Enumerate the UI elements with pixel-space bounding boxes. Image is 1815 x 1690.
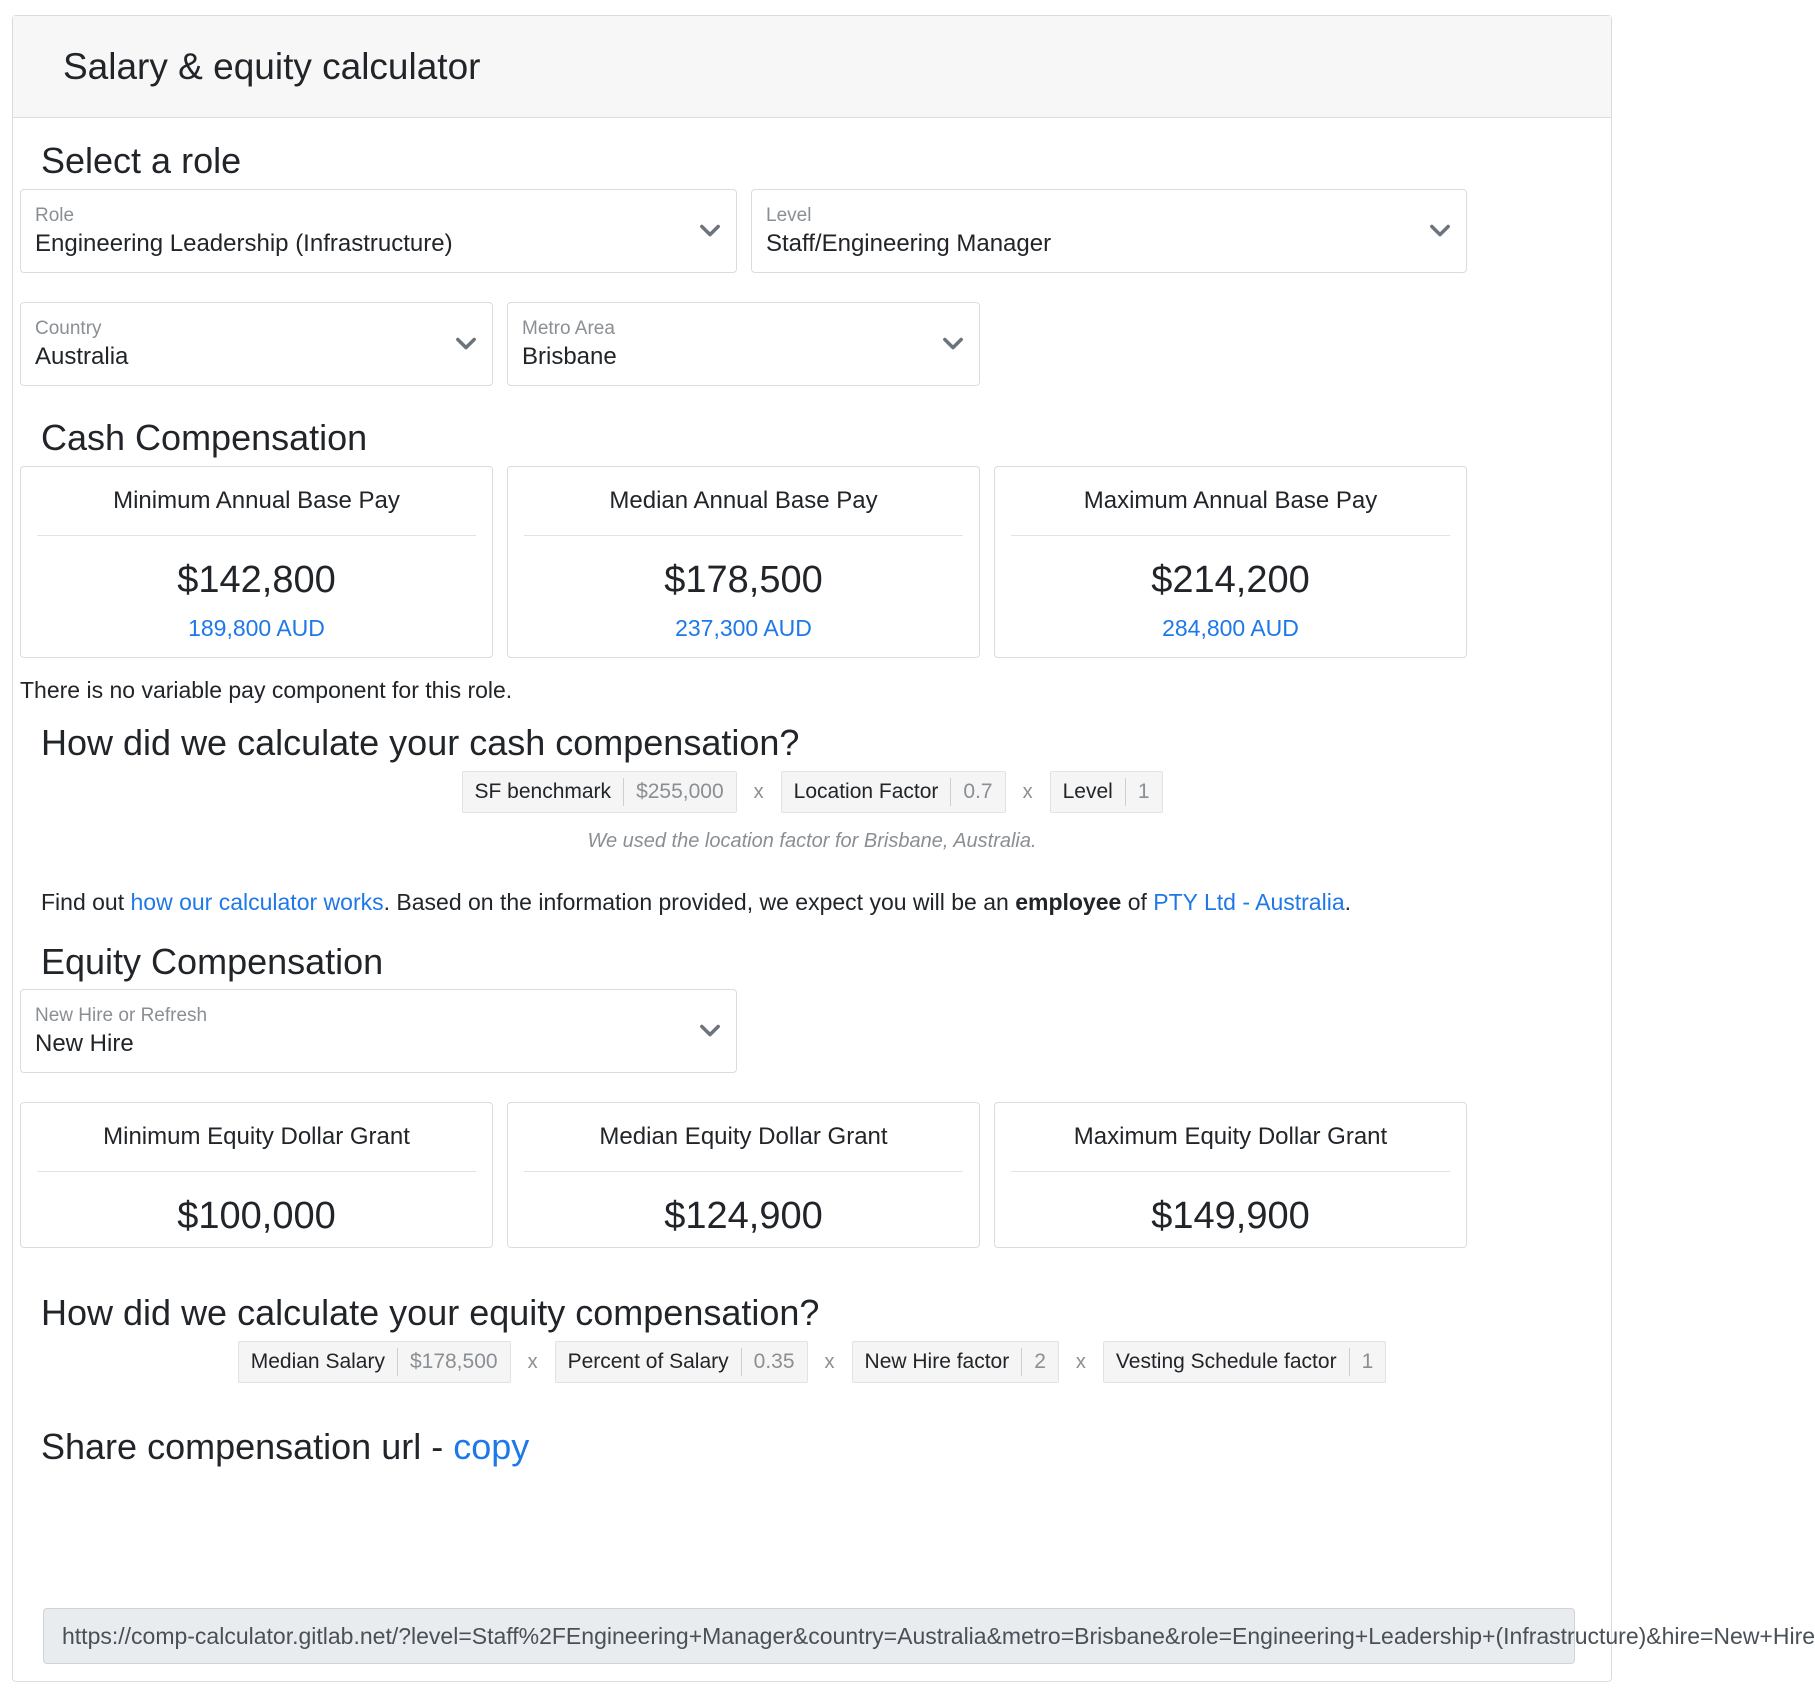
formula-chip-new-hire-factor — [852, 1341, 1059, 1383]
divider — [1011, 1171, 1450, 1172]
metro-select-label: Metro Area — [522, 318, 615, 339]
share-url-text: https://comp-calculator.gitlab.net/?level=Staff%2FEngineering+Manager&country=Australia&metro=Brisbane&role=Engineering+Leadership+(Infrastructure)&hire=New+Hire — [62, 1623, 1815, 1649]
hire-type-select[interactable] — [20, 989, 737, 1073]
min-base-pay-local: 189,800 AUD — [188, 615, 325, 641]
max-equity-title: Maximum Equity Dollar Grant — [1073, 1123, 1388, 1150]
min-equity-card — [20, 1102, 493, 1248]
min-equity-title: Minimum Equity Dollar Grant — [103, 1123, 410, 1150]
formula-chip-level — [1050, 771, 1163, 813]
share-url-field[interactable] — [43, 1608, 1815, 1664]
equity-formula — [13, 1341, 1611, 1383]
entity-link[interactable]: PTY Ltd - Australia — [1153, 889, 1345, 915]
median-base-pay-title: Median Annual Base Pay — [609, 487, 878, 514]
max-equity-card — [994, 1102, 1467, 1248]
chip-key: New Hire factor — [864, 1350, 1010, 1373]
formula-chip-percent-salary — [555, 1341, 808, 1383]
chevron-down-icon — [939, 329, 967, 357]
multiply-operator: x — [753, 780, 764, 803]
chip-value: $255,000 — [623, 778, 724, 806]
share-heading-text: Share compensation url - — [41, 1426, 454, 1467]
role-select-value: Engineering Leadership (Infrastructure) — [35, 230, 453, 257]
card-header — [13, 16, 1611, 118]
level-select-label: Level — [766, 205, 812, 226]
formula-chip-location-factor — [781, 771, 1006, 813]
max-base-pay-title: Maximum Annual Base Pay — [1083, 487, 1378, 514]
calculator-card — [12, 15, 1815, 1682]
explain-prefix: Find out — [41, 889, 131, 915]
chevron-down-icon — [696, 216, 724, 244]
max-base-pay-amount: $214,200 — [1151, 559, 1310, 601]
chip-key: Median Salary — [250, 1350, 385, 1373]
min-base-pay-amount: $142,800 — [177, 559, 336, 601]
employment-type: employee — [1015, 889, 1122, 915]
how-calculator-works-link[interactable]: how our calculator works — [130, 889, 384, 915]
chip-value: 0.7 — [950, 778, 992, 806]
median-base-pay-local: 237,300 AUD — [675, 615, 812, 641]
hire-type-label: New Hire or Refresh — [35, 1005, 208, 1026]
chip-value: $178,500 — [397, 1348, 498, 1376]
median-equity-card — [507, 1102, 980, 1248]
min-base-pay-card — [20, 466, 493, 658]
cash-formula — [13, 771, 1611, 813]
chip-value: 1 — [1125, 778, 1150, 806]
chevron-down-icon — [1426, 216, 1454, 244]
chip-value: 1 — [1349, 1348, 1374, 1376]
page-title: Salary & equity calculator — [63, 46, 481, 87]
chip-key: Vesting Schedule factor — [1115, 1350, 1337, 1373]
chip-value: 2 — [1021, 1348, 1046, 1376]
location-factor-note: We used the location factor for Brisbane, Australia. — [587, 830, 1037, 852]
median-equity-amount: $124,900 — [664, 1195, 823, 1237]
chevron-down-icon — [452, 329, 480, 357]
variable-pay-note: There is no variable pay component for this role. — [20, 677, 513, 703]
chip-value: 0.35 — [741, 1348, 795, 1376]
divider — [524, 535, 963, 536]
country-select-label: Country — [35, 318, 102, 339]
formula-chip-sf-benchmark — [462, 771, 737, 813]
chip-key: Percent of Salary — [567, 1350, 729, 1373]
median-base-pay-card — [507, 466, 980, 658]
cash-compensation-heading: Cash Compensation — [41, 417, 368, 458]
share-url-heading — [41, 1426, 529, 1468]
explain-of: of — [1121, 889, 1154, 915]
level-select[interactable] — [751, 189, 1467, 273]
formula-chip-vesting-factor — [1103, 1341, 1386, 1383]
explain-middle: . Based on the information provided, we expect you will be an — [383, 889, 1016, 915]
divider — [524, 1171, 963, 1172]
formula-chip-median-salary — [238, 1341, 511, 1383]
equity-calc-heading: How did we calculate your equity compensation? — [41, 1292, 820, 1333]
max-base-pay-card — [994, 466, 1467, 658]
role-select[interactable] — [20, 189, 737, 273]
multiply-operator: x — [527, 1350, 538, 1373]
chevron-down-icon — [696, 1016, 724, 1044]
chip-key: Level — [1062, 780, 1113, 803]
median-base-pay-amount: $178,500 — [664, 559, 823, 601]
max-equity-amount: $149,900 — [1151, 1195, 1310, 1237]
select-role-heading: Select a role — [41, 140, 242, 181]
role-select-label: Role — [35, 205, 75, 226]
divider — [1011, 535, 1450, 536]
multiply-operator: x — [824, 1350, 835, 1373]
chip-key: SF benchmark — [474, 780, 612, 803]
copy-url-link[interactable]: copy — [453, 1426, 530, 1467]
hire-type-value: New Hire — [35, 1030, 134, 1057]
country-select-value: Australia — [35, 343, 129, 370]
min-equity-amount: $100,000 — [177, 1195, 336, 1237]
divider — [37, 1171, 476, 1172]
min-base-pay-title: Minimum Annual Base Pay — [113, 487, 400, 514]
metro-select-value: Brisbane — [522, 343, 617, 370]
divider — [37, 535, 476, 536]
country-select[interactable] — [20, 302, 493, 386]
equity-compensation-heading: Equity Compensation — [41, 941, 384, 982]
level-select-value: Staff/Engineering Manager — [766, 230, 1052, 257]
multiply-operator: x — [1022, 780, 1033, 803]
explain-suffix: . — [1344, 889, 1352, 915]
cash-calc-heading: How did we calculate your cash compensation? — [41, 722, 800, 763]
metro-select[interactable] — [507, 302, 980, 386]
max-base-pay-local: 284,800 AUD — [1162, 615, 1299, 641]
chip-key: Location Factor — [793, 780, 939, 803]
multiply-operator: x — [1075, 1350, 1086, 1373]
median-equity-title: Median Equity Dollar Grant — [599, 1123, 888, 1150]
calculator-explanation — [41, 889, 1351, 916]
